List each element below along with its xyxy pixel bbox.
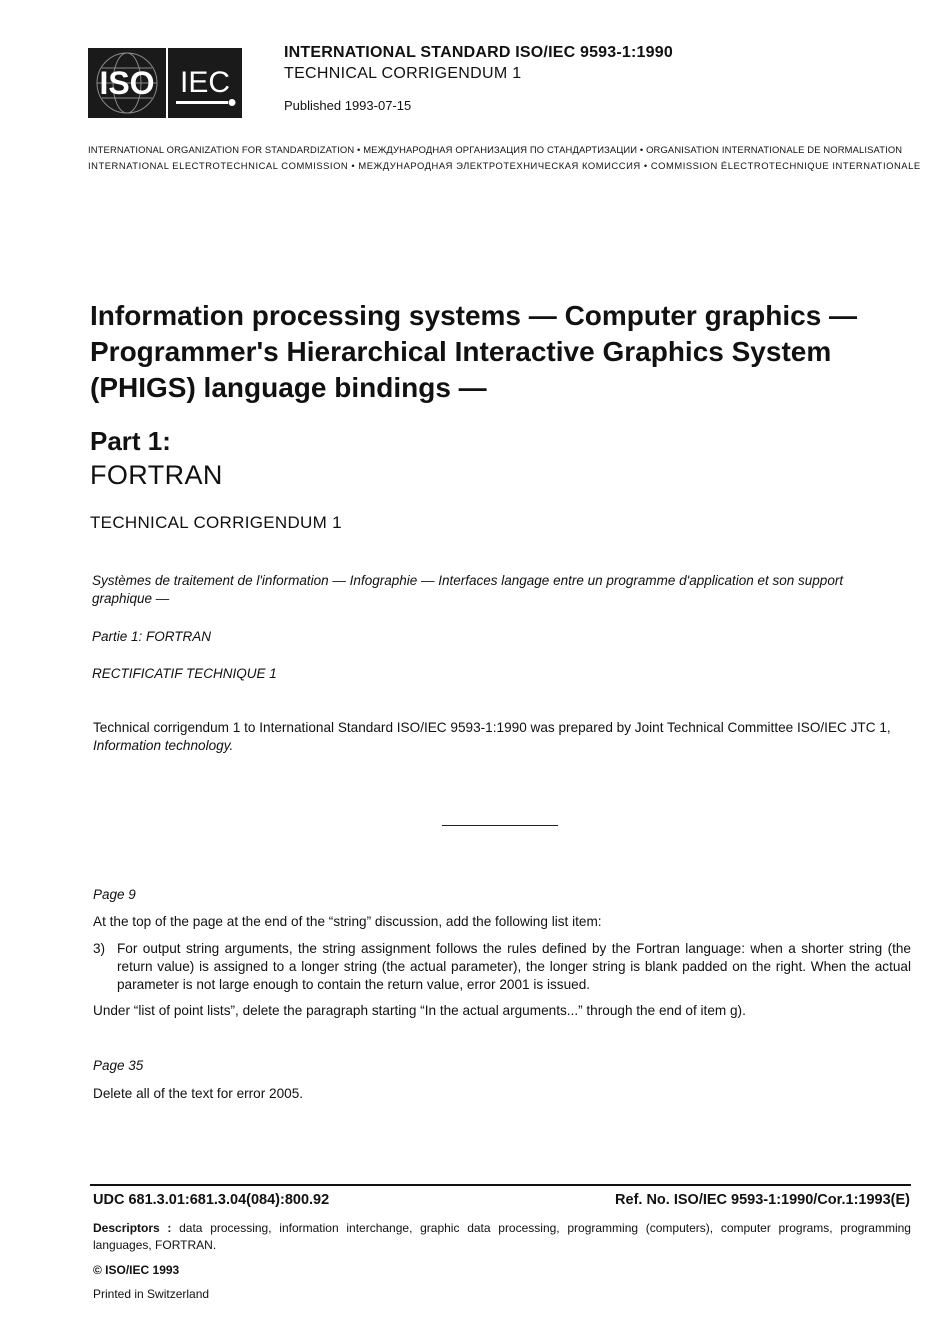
section-divider	[442, 825, 558, 826]
reference-number: Ref. No. ISO/IEC 9593-1:1990/Cor.1:1993(E)	[615, 1192, 910, 1208]
french-rectificatif: RECTIFICATIF TECHNIQUE 1	[92, 666, 277, 681]
part-name: FORTRAN	[90, 460, 223, 490]
technical-corrigendum-label: TECHNICAL CORRIGENDUM 1	[90, 513, 342, 532]
page-35-text: Delete all of the text for error 2005.	[93, 1086, 304, 1101]
page-9-instruction: At the top of the page at the end of the “string” discussion, add the following list item:	[93, 914, 602, 929]
title-line-1: Information processing systems — Computer graphics —	[90, 300, 858, 331]
iso-logo	[88, 48, 166, 118]
french-part: Partie 1: FORTRAN	[92, 629, 212, 644]
printed-in: Printed in Switzerland	[93, 1287, 210, 1301]
page-9-label: Page 9	[93, 887, 136, 902]
part-number: Part 1:	[90, 426, 171, 456]
title-line-3: (PHIGS) language bindings —	[90, 372, 487, 403]
document-title	[90, 298, 910, 406]
intro-text: Technical corrigendum 1 to International Standard ISO/IEC 9593-1:1990 was prepared by Joint Technical Committee ISO/IEC JTC 1,	[93, 720, 891, 735]
page-9-delete-note: Under “list of point lists”, delete the paragraph starting “In the actual arguments...” through the end of item g).	[93, 1003, 746, 1018]
header-corrigendum: TECHNICAL CORRIGENDUM 1	[284, 65, 522, 82]
published-date: Published 1993-07-15	[284, 98, 412, 113]
page-35-label: Page 35	[93, 1058, 144, 1073]
descriptors-label: Descriptors :	[93, 1221, 172, 1235]
udc-code: UDC 681.3.01:681.3.04(084):800.92	[93, 1192, 330, 1208]
standard-number: INTERNATIONAL STANDARD ISO/IEC 9593-1:1990	[284, 44, 673, 61]
iec-logo	[168, 48, 242, 118]
iso-logo-text: ISO	[99, 65, 155, 101]
globe-icon	[88, 48, 166, 118]
copyright: © ISO/IEC 1993	[93, 1263, 180, 1277]
french-title: Systèmes de traitement de l'information — Infographie — Interfaces langage entre un programme d'application et son support graphique —	[92, 573, 844, 606]
list-item	[93, 940, 911, 994]
org-line-iso: INTERNATIONAL ORGANIZATION FOR STANDARDIZATION • МЕЖДУНАРОДНАЯ ОРГАНИЗАЦИЯ ПО СТАНДАРТИЗАЦИИ • ORGANISATION INTERNATIONALE DE NORMALISATION	[88, 144, 903, 155]
footer-rule	[90, 1184, 911, 1186]
title-line-2: Programmer's Hierarchical Interactive Graphics System	[90, 336, 832, 367]
descriptors	[93, 1220, 911, 1254]
committee-name: Information technology.	[93, 738, 234, 753]
iec-logo-text: IEC	[179, 66, 231, 99]
intro-paragraph	[93, 719, 911, 755]
descriptors-text: data processing, information interchange, graphic data processing, programming (computers), computer programs, programming languages, FORTRAN.	[93, 1221, 911, 1252]
list-item-text: For output string arguments, the string assignment follows the rules defined by the Fortran language: when a shorter string (the return value) is assigned to a longer string (the actual parameter), the longer string is blank padded on the right. When the actual parameter is not large enough to contain the return value, error 2001 is issued.	[117, 941, 911, 992]
org-line-iec: INTERNATIONAL ELECTROTECHNICAL COMMISSION • МЕЖДУНАРОДНАЯ ЭЛЕКТРОТЕХНИЧЕСКАЯ КОМИССИЯ • COMMISSION ÉLECTROTECHNIQUE INTERNATIONALE	[88, 160, 921, 171]
list-item-number: 3)	[93, 941, 106, 956]
